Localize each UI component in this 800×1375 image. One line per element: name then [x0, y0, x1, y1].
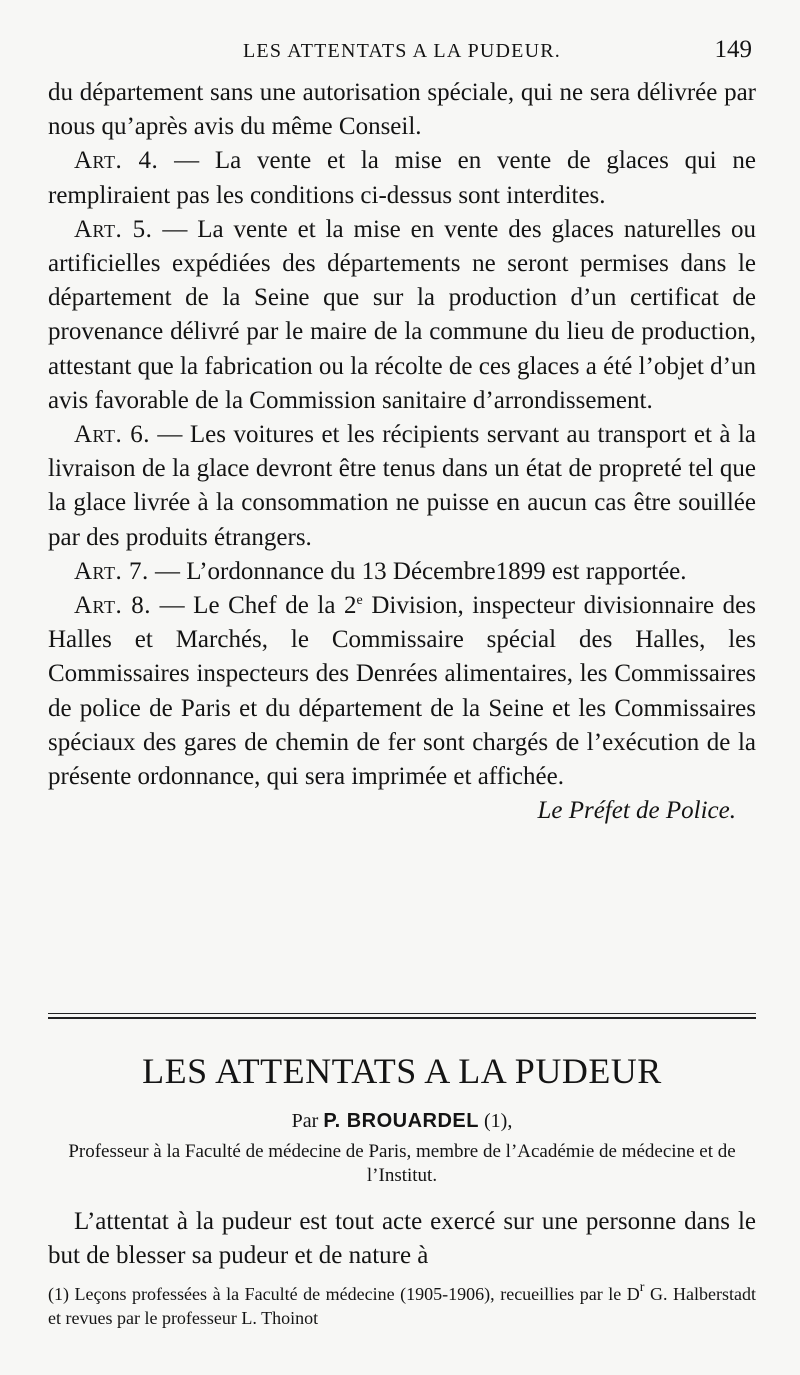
article-8 — [48, 589, 756, 794]
article-text: — Les voitures et les récipients servant au transport et à la livraison de la glace devront être tenus dans un état de propreté tel que la glace livrée à la consommation ne puisse en aucun cas être souillée par des produits étrangers. — [48, 421, 757, 551]
article-label: Art. 5. — [74, 215, 153, 243]
running-head — [48, 34, 756, 74]
divider-thick-line — [48, 1017, 756, 1019]
footnote-text-after: G. Halberstadt et revues par le professeur L. Thoinot — [48, 1284, 757, 1328]
article-label: Art. 4. — [74, 147, 159, 175]
footnote-text-before: (1) Leçons professées à la Faculté de médecine (1905-1906), recueillies par le D — [48, 1284, 640, 1304]
article-label: Art. 6. — [74, 421, 150, 449]
author-affiliation: Professeur à la Faculté de médecine de Paris, membre de l’Académie de médecine et de l’Institut. — [68, 1141, 736, 1186]
superscript: e — [356, 593, 363, 609]
author-name: P. BROUARDEL — [323, 1110, 479, 1132]
article-text: — L’ordonnance du 13 Décembre1899 est rapportée. — [148, 557, 687, 585]
article-label: Art. 7. — [74, 557, 149, 585]
article-6 — [48, 418, 756, 555]
article-text-before: — Le Chef de la 2 — [151, 592, 357, 620]
footnote-superscript: r — [639, 1280, 645, 1295]
article-5 — [48, 213, 756, 418]
article-label: Art. 8. — [74, 592, 152, 620]
article-text: — La vente et la mise en vente de glaces qui ne rempliraient pas les conditions ci-dessus sont interdites. — [48, 147, 756, 209]
article-text: — La vente et la mise en vente des glaces naturelles ou artificielles expédiées des départements ne seront permises dans le département de la Seine que sur la production d’un certificat de provenance délivré par le maire de la commune du lieu de production, attestant que la fabrication ou la récolte de ces glaces a été l’objet d’un avis favorable de la Commission sanitaire d’arrondissement. — [48, 215, 756, 414]
byline-prefix: Par — [291, 1110, 324, 1132]
ordinance-text — [48, 76, 756, 828]
article-7 — [48, 555, 756, 589]
divider-thin-line — [48, 1013, 756, 1014]
continuation-paragraph: du département sans une autorisation spéciale, qui ne sera délivrée par nous qu’après avis du même Conseil. — [48, 79, 756, 141]
byline-suffix: (1), — [479, 1110, 513, 1132]
article-text-after: Division, inspecteur divisionnaire des Halles et Marchés, le Commissaire spécial des Halles, les Commissaires inspecteurs des Denrées alimentaires, les Commissaires de police de Paris et du département de la Seine et les Commissaires spéciaux des gares de chemin de fer sont chargés de l’exécution de la présente ordonnance, qui sera imprimée et affichée. — [48, 592, 756, 791]
page-number: 149 — [714, 36, 752, 63]
footnote — [48, 1282, 756, 1330]
byline — [48, 1110, 756, 1133]
signature: Le Préfet de Police. — [537, 797, 736, 825]
article-4 — [48, 144, 756, 212]
running-title: LES ATTENTATS A LA PUDEUR. — [243, 40, 561, 62]
article-title: LES ATTENTATS A LA PUDEUR — [142, 1051, 662, 1091]
opening-paragraph: L’attentat à la pudeur est tout acte exercé sur une personne dans le but de blesser sa pudeur et de nature à — [48, 1208, 756, 1269]
section-divider — [48, 1013, 756, 1019]
